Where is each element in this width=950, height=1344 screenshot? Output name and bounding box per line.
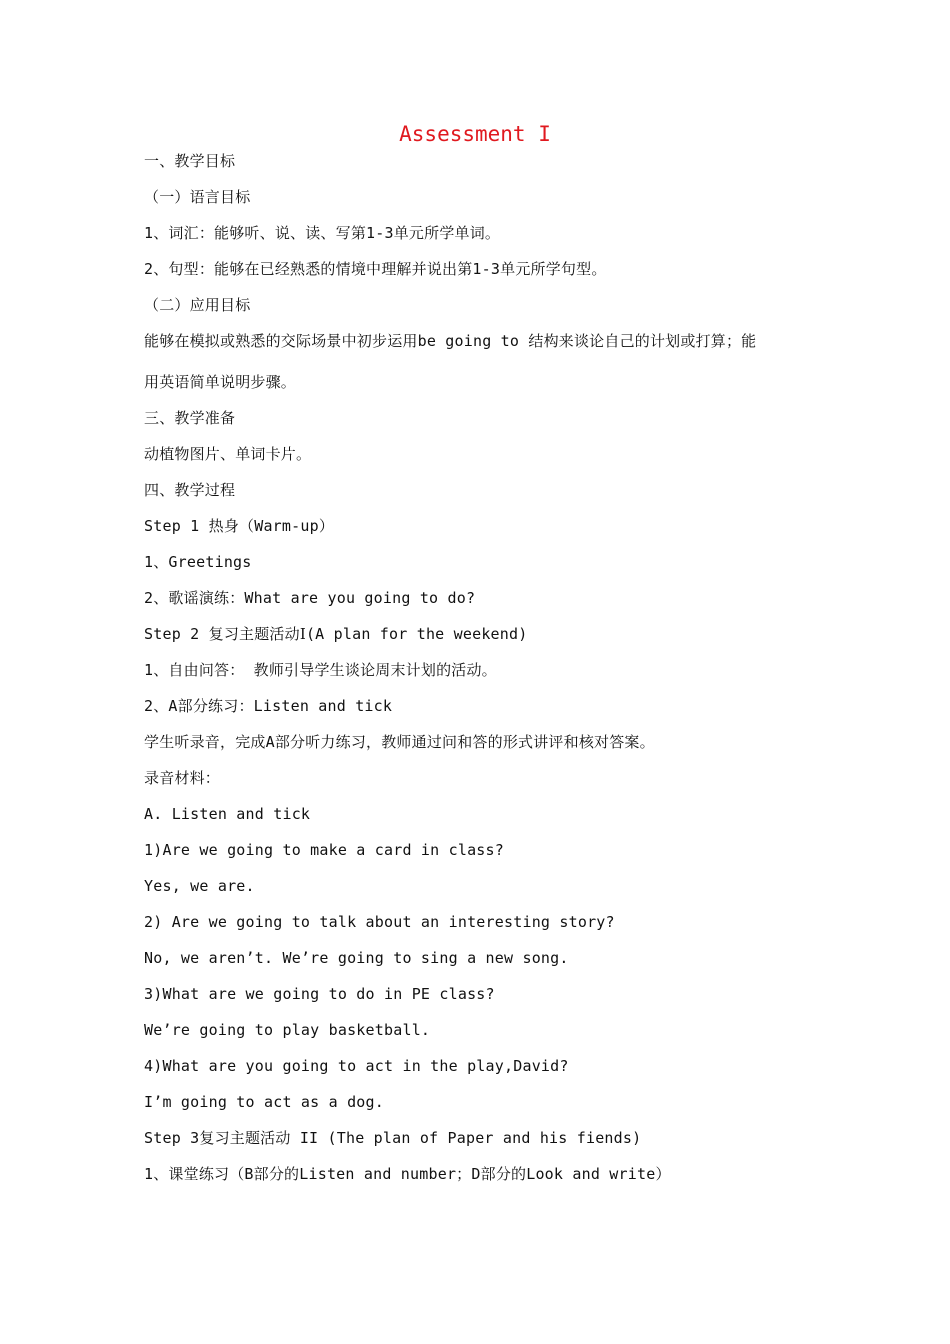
dialogue-question-1: 1)Are we going to make a card in class?	[144, 841, 504, 859]
list-item-class-practice: 1、课堂练习（B部分的Listen and number；D部分的Look and write）	[144, 1165, 671, 1183]
step-1-heading: Step 1 热身（Warm-up）	[144, 517, 335, 535]
section-heading-objectives: 一、教学目标	[144, 152, 236, 170]
list-item-chant: 2、歌谣演练：What are you going to do?	[144, 589, 476, 607]
step-3-heading: Step 3复习主题活动 II (The plan of Paper and his fiends)	[144, 1129, 642, 1147]
list-item-greetings: 1、Greetings	[144, 553, 252, 571]
dialogue-question-4: 4)What are you going to act in the play,David?	[144, 1057, 569, 1075]
paragraph-materials: 动植物图片、单词卡片。	[144, 445, 312, 463]
subsection-heading-application: （二）应用目标	[144, 296, 251, 314]
dialogue-answer-1: Yes, we are.	[144, 877, 255, 895]
dialogue-answer-4: I’m going to act as a dog.	[144, 1093, 384, 1111]
paragraph-vocabulary: 1、词汇：能够听、说、读、写第1-3单元所学单词。	[144, 224, 501, 242]
document-title: Assessment I	[399, 122, 551, 146]
dialogue-answer-3: We’re going to play basketball.	[144, 1021, 431, 1039]
paragraph-listening: 学生听录音，完成A部分听力练习，教师通过问和答的形式讲评和核对答案。	[144, 733, 655, 751]
dialogue-answer-2: No, we aren’t. We’re going to sing a new song.	[144, 949, 569, 967]
subsection-heading-language: （一）语言目标	[144, 188, 251, 206]
label-recording-material: 录音材料：	[144, 769, 221, 787]
section-heading-procedure: 四、教学过程	[144, 481, 236, 499]
dialogue-question-3: 3)What are we going to do in PE class?	[144, 985, 495, 1003]
dialogue-question-2: 2) Are we going to talk about an interesting story?	[144, 913, 615, 931]
step-2-heading: Step 2 复习主题活动Ⅰ(A plan for the weekend)	[144, 625, 528, 643]
section-heading-preparation: 三、教学准备	[144, 409, 236, 427]
paragraph-application-line-1: 能够在模拟或熟悉的交际场景中初步运用be going to 结构来谈论自己的计划或打算；能	[144, 332, 757, 350]
paragraph-application-line-2: 用英语简单说明步骤。	[144, 373, 297, 391]
list-item-free-talk: 1、自由问答： 教师引导学生谈论周末计划的活动。	[144, 661, 497, 679]
paragraph-sentences: 2、句型：能够在已经熟悉的情境中理解并说出第1-3单元所学句型。	[144, 260, 607, 278]
exercise-heading-a: A. Listen and tick	[144, 805, 311, 823]
list-item-part-a: 2、A部分练习：Listen and tick	[144, 697, 393, 715]
